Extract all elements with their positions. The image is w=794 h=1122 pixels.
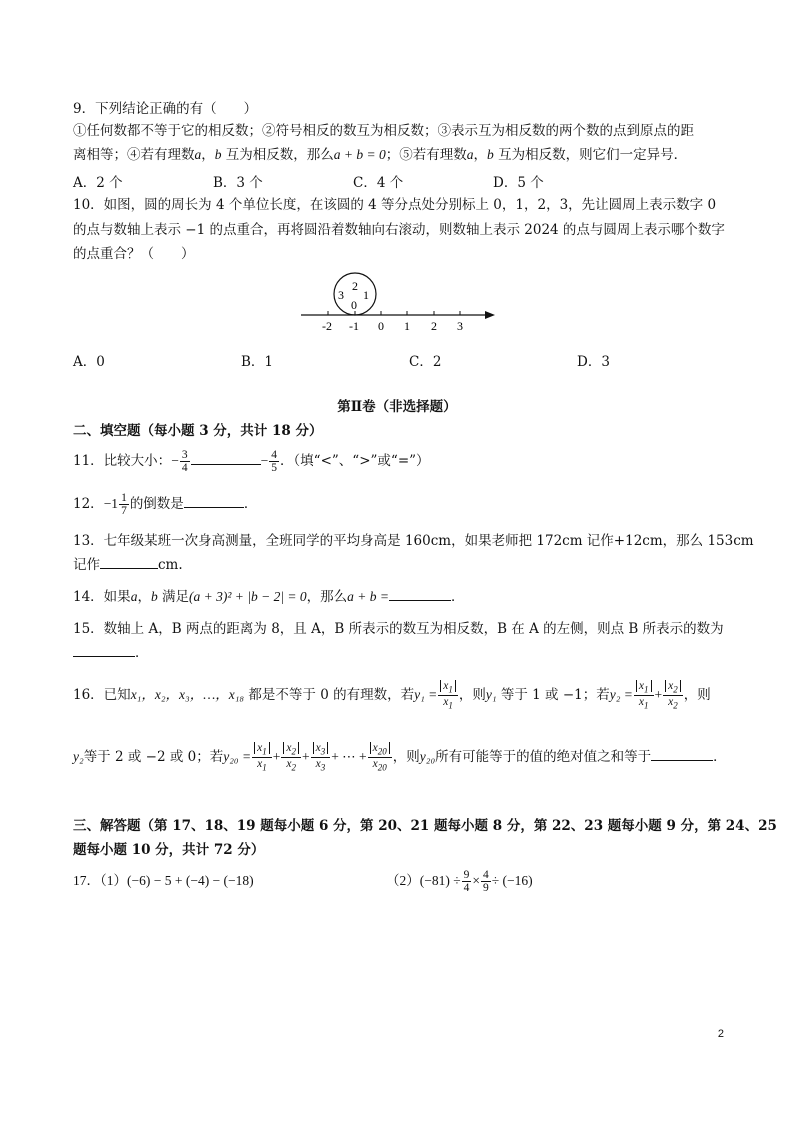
var-b: b [487, 147, 494, 162]
fraction [119, 492, 129, 517]
text: ． [713, 749, 727, 765]
fraction [180, 449, 190, 474]
y1: y₁ [485, 687, 497, 702]
section3-heading-line2: 题每小题 10 分，共计 72 分） [73, 842, 265, 858]
tick-label: -2 [322, 319, 332, 333]
tick-label: -1 [349, 319, 359, 333]
text: ．（填“<”、“>”或“=”） [279, 453, 430, 469]
text: 16．已知 [73, 687, 131, 703]
text: ． [243, 496, 258, 512]
variables: x₁，x₂，x₃，…，x₁₈ [130, 687, 245, 702]
q9-stem: 9．下列结论正确的有（ ） [73, 101, 258, 117]
q9-option-c[interactable]: C．4 个 [353, 175, 404, 191]
q12 [73, 489, 257, 519]
abs-fraction: $\frac{x_1}{x_1}$ [634, 680, 654, 712]
q10-option-d[interactable]: D．3 [577, 354, 610, 370]
text: 满足 [157, 589, 189, 605]
minus-sign: − [260, 453, 269, 468]
numerator: 3 [181, 449, 188, 461]
y20: y₂₀ [419, 749, 436, 764]
answer-blank[interactable] [100, 556, 158, 569]
number-line-figure [295, 268, 500, 338]
answer-blank[interactable] [73, 644, 135, 657]
text: ，那么 [306, 589, 348, 605]
text: ，则 [392, 749, 420, 765]
q17-part2 [386, 866, 533, 896]
q10-line2: 的点与数轴上表示 −1 的点重合，再将圆沿着数轴向右滚动，则数轴上表示 2024 的点与圆周上表示哪个数字 [73, 222, 725, 238]
abs-fraction: $\frac{x_2}{x_2}$ [663, 680, 683, 712]
abs-fraction: $\frac{x_3}{x_3}$ [311, 742, 331, 774]
q15-line1: 15．数轴上 A，B 两点的距离为 8，且 A，B 所表示的数互为相反数，B 在 A 的左侧，则点 B 所表示的数为 [73, 621, 724, 637]
q13-line2 [73, 556, 183, 574]
section2-heading: 二、填空题（每小题 3 分，共计 18 分） [73, 423, 323, 439]
text: 12． [73, 496, 104, 512]
text: ，则 [458, 687, 486, 703]
expression: （2）(−81) ÷ [386, 873, 461, 888]
var-a: a [194, 147, 202, 162]
text: 都是不等于 0 的有理数，若 [244, 687, 415, 703]
var-b: b [214, 147, 222, 162]
tick-label: 2 [431, 319, 437, 333]
text: 记作 [73, 557, 100, 573]
numerator: 1 [121, 492, 127, 504]
text: ， [201, 147, 215, 163]
axis-arrow [485, 311, 495, 319]
circle-label-right: 1 [363, 288, 369, 302]
abs-fraction: $\frac{x_2}{x_2}$ [281, 742, 301, 774]
section3-heading-line1: 三、解答题（第 17、18、19 题每小题 6 分，第 20、21 题每小题 8 分，第 22、23 题每小题 9 分，第 24、25 [73, 818, 777, 834]
text: cm. [158, 557, 183, 573]
q10-option-b[interactable]: B．1 [241, 354, 274, 370]
answer-blank[interactable] [191, 452, 261, 465]
expression: ÷ (−16) [491, 873, 533, 888]
var-b: b [150, 589, 158, 604]
times-sign: × [472, 873, 481, 888]
q17-part1 [73, 866, 254, 896]
circle-label-bottom: 0 [351, 298, 357, 312]
numerator: 4 [271, 449, 277, 461]
sum-expression: a + b = [347, 589, 389, 604]
tick-label: 0 [378, 319, 384, 333]
text: 11．比较大小： [73, 453, 172, 469]
section2-title: 第Ⅱ卷（非选择题） [337, 399, 457, 415]
y2: y₂ [73, 749, 84, 764]
q15-line2 [73, 644, 149, 662]
expression: 17．（1）(−6) − 5 + (−4) − (−18) [73, 873, 254, 888]
q10-line3: 的点重合？（ ） [73, 246, 195, 262]
fraction [481, 869, 491, 894]
numerator: 9 [463, 869, 470, 881]
q9-line2 [73, 146, 687, 164]
circle-label-left: 3 [338, 288, 344, 302]
text: ；⑤若有理数 [385, 147, 467, 163]
denominator: 5 [271, 462, 277, 474]
text: 等于 2 或 −2 或 0；若 [83, 749, 224, 765]
q9-option-a[interactable]: A．2 个 [73, 175, 123, 191]
denominator: 7 [121, 505, 127, 517]
y1-expression: y₁ = [414, 687, 438, 702]
tick-label: 1 [404, 319, 410, 333]
q9-line1: ①任何数都不等于它的相反数；②符号相反的数互为相反数；③表示互为相反数的两个数的点到原点的距 [73, 123, 694, 139]
answer-blank[interactable] [184, 495, 244, 508]
text: 互为相反数，则它们一定异号． [493, 147, 688, 163]
answer-blank[interactable] [651, 748, 713, 761]
text: ，则 [683, 687, 711, 703]
q10-line1: 10．如图，圆的周长为 4 个单位长度，在该圆的 4 等分点处分别标上 0，1，2，3，先让圆周上表示数字 0 [73, 197, 717, 213]
var-a: a [466, 147, 474, 162]
q10-option-a[interactable]: A．0 [73, 354, 105, 370]
q9-option-b[interactable]: B．3 个 [213, 175, 263, 191]
tick-label: 3 [457, 319, 463, 333]
y20-expression: y₂₀ = [223, 749, 252, 764]
q16-line1: 16．已知x₁，x₂，x₃，…，x₁₈ 都是不等于 0 的有理数，若y₁ = $\frac{x_1}{x_1}$ ，则y₁ 等于 1 或 −1；若y₂ = $\frac{x_1}{x_1}$ + $\frac{x_2}{x_2}$ ，则 [73, 679, 711, 711]
q16-line2: y₂等于 2 或 −2 或 0；若y₂₀ = $\frac{x_1}{x_1}$ + $\frac{x_2}{x_2}$ + $\frac{x_3}{x_3}$ + ⋯ + $\frac{x_{20}}{x_{20}}$ ，则y₂₀所有可能等于的值的绝对值之和等于 ． [73, 741, 727, 773]
fraction [269, 449, 279, 474]
var-a: a [130, 589, 138, 604]
numerator: 4 [483, 869, 489, 881]
q9-option-d[interactable]: D．5 个 [493, 175, 544, 191]
text: 等于 1 或 −1；若 [496, 687, 610, 703]
q10-option-c[interactable]: C．2 [409, 354, 442, 370]
text: ． [135, 645, 149, 661]
denominator: 4 [181, 462, 188, 474]
mixed-number-whole: −1 [103, 496, 119, 511]
condition-expression: (a + 3)² + |b − 2| = 0 [188, 589, 307, 604]
q11 [73, 446, 430, 476]
equation: a + b = 0 [333, 147, 386, 162]
abs-fraction: $\frac{x_{20}}{x_{20}}$ [368, 742, 392, 774]
abs-fraction: $\frac{x_1}{x_1}$ [252, 742, 272, 774]
abs-fraction: $\frac{x_1}{x_1}$ [438, 680, 458, 712]
circle-label-top: 2 [352, 279, 358, 293]
denominator: 9 [483, 882, 489, 894]
y2-expression: y₂ = [609, 687, 633, 702]
answer-blank[interactable] [389, 588, 451, 601]
text: ， [137, 589, 151, 605]
text: 的倒数是 [129, 496, 184, 512]
minus-sign: − [171, 453, 179, 468]
q14 [73, 588, 465, 606]
text: 所有可能等于的值的绝对值之和等于 [435, 749, 652, 765]
q13-line1: 13．七年级某班一次身高测量，全班同学的平均身高是 160cm，如果老师把 172cm 记作+12cm，那么 153cm [73, 533, 754, 549]
text: ， [473, 147, 488, 163]
denominator: 4 [463, 882, 470, 894]
page-number: 2 [717, 1028, 724, 1040]
text: 14．如果 [73, 589, 131, 605]
text: 离相等；④若有理数 [73, 147, 195, 163]
text: 互为相反数，那么 [221, 147, 334, 163]
text: ． [451, 589, 465, 605]
fraction [462, 869, 472, 894]
